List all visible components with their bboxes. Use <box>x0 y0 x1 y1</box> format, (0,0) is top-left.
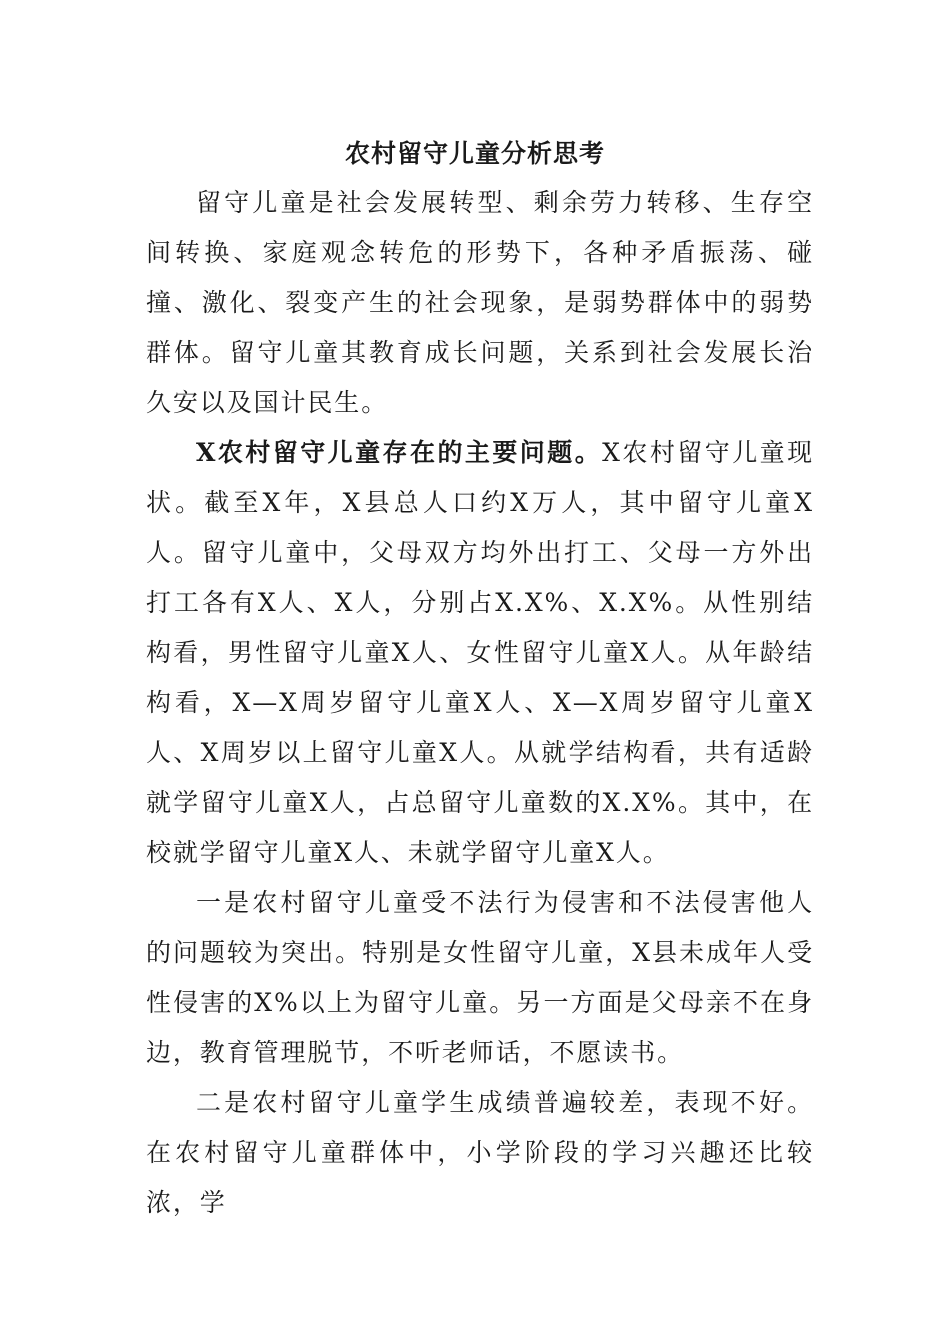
paragraph-intro <box>146 178 814 428</box>
paragraph-point-two <box>146 1078 814 1228</box>
paragraph-point-one-text: 一是农村留守儿童受不法行为侵害和不法侵害他人的问题较为突出。特别是女性留守儿童，X县未成年人受性侵害的X%以上为留守儿童。另一方面是父母亲不在身边，教育管理脱节，不听老师话，不愿读书。 <box>146 888 814 1067</box>
paragraph-intro-text: 留守儿童是社会发展转型、剩余劳力转移、生存空间转换、家庭观念转危的形势下，各种矛盾振荡、碰撞、激化、裂变产生的社会现象，是弱势群体中的弱势群体。留守儿童其教育成长问题，关系到社会发展长治久安以及国计民生。 <box>146 188 814 417</box>
paragraph-point-two-text: 二是农村留守儿童学生成绩普遍较差，表现不好。在农村留守儿童群体中，小学阶段的学习兴趣还比较浓，学 <box>146 1088 814 1217</box>
paragraph-main-problems-text: X农村留守儿童现状。截至X年，X县总人口约X万人，其中留守儿童X人。留守儿童中，父母双方均外出打工、父母一方外出打工各有X人、X人，分别占X.X%、X.X%。从性别结构看，男性留守儿童X人、女性留守儿童X人。从年龄结构看，X—X周岁留守儿童X人、X—X周岁留守儿童X人、X周岁以上留守儿童X人。从就学结构看，共有适龄就学留守儿童X人，占总留守儿童数的X.X%。其中，在校就学留守儿童X人、未就学留守儿童X人。 <box>146 438 815 867</box>
paragraph-point-one <box>146 878 814 1078</box>
section-heading: X农村留守儿童存在的主要问题。 <box>196 438 603 467</box>
paragraph-main-problems <box>146 428 814 878</box>
document-title: 农村留守儿童分析思考 <box>344 139 605 168</box>
document-body <box>146 178 814 1228</box>
